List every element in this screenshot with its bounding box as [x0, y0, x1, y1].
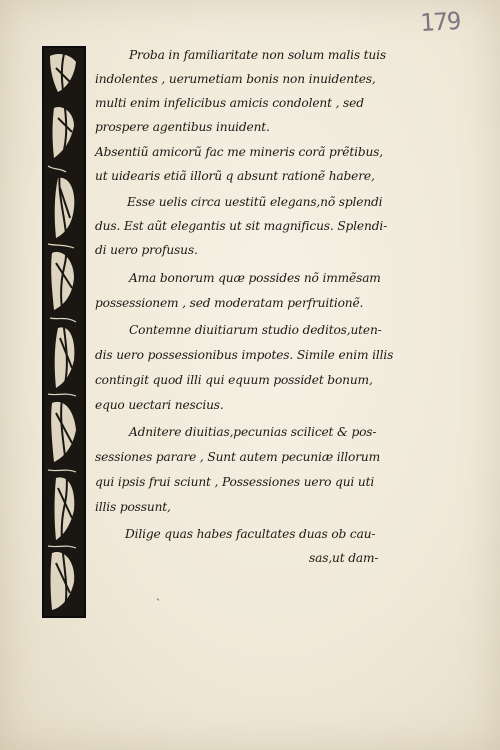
text-line: Dilige quas habes facultates duas ob cau-	[125, 527, 376, 541]
woodcut-ornament-icon	[44, 48, 84, 616]
folio-number: 179	[419, 6, 462, 38]
text-line: Absentiũ amicorũ fac me mineris corã prẽtibus,	[95, 145, 384, 159]
text-line: indolentes , uerumetiam bonis non inuidentes,	[95, 72, 376, 86]
stray-mark: ˋ	[156, 599, 161, 610]
text-line: possessionem , sed moderatam perfruitionẽ.	[95, 296, 364, 310]
text-line: dus. Est aũt elegantis ut sit magnificus. Splendi-	[95, 219, 388, 233]
text-line: sessiones parare , Sunt autem pecuniæ illorum	[95, 450, 380, 464]
text-line: sas,ut dam-	[309, 551, 379, 565]
text-line: Ama bonorum quæ possides nõ immẽsam	[129, 271, 381, 285]
text-line: dis uero possessionibus impotes. Simile enim illis	[95, 348, 394, 362]
woodcut-border	[42, 46, 86, 618]
text-line: equo uectari nescius.	[95, 398, 224, 412]
text-line: qui ipsis frui sciunt , Possessiones uero qui uti	[95, 475, 375, 489]
text-line: Proba in familiaritate non solum malis tuis	[129, 48, 386, 62]
text-line: Adnitere diuitias,pecunias scilicet & pos-	[129, 425, 377, 439]
text-line: Esse uelis circa uestitũ elegans,nõ splendi	[127, 195, 383, 209]
text-line: multi enim infelicibus amicis condolent , sed	[95, 96, 364, 110]
text-line: Contemne diuitiarum studio deditos,uten-	[129, 323, 382, 337]
text-line: di uero profusus.	[95, 243, 198, 257]
text-line: ut uidearis etiã illorũ q absunt rationẽ habere,	[95, 169, 375, 183]
text-line: prospere agentibus inuident.	[95, 120, 270, 134]
text-line: contingit quod illi qui equum possidet bonum,	[95, 373, 373, 387]
text-line: illis possunt,	[95, 500, 171, 514]
